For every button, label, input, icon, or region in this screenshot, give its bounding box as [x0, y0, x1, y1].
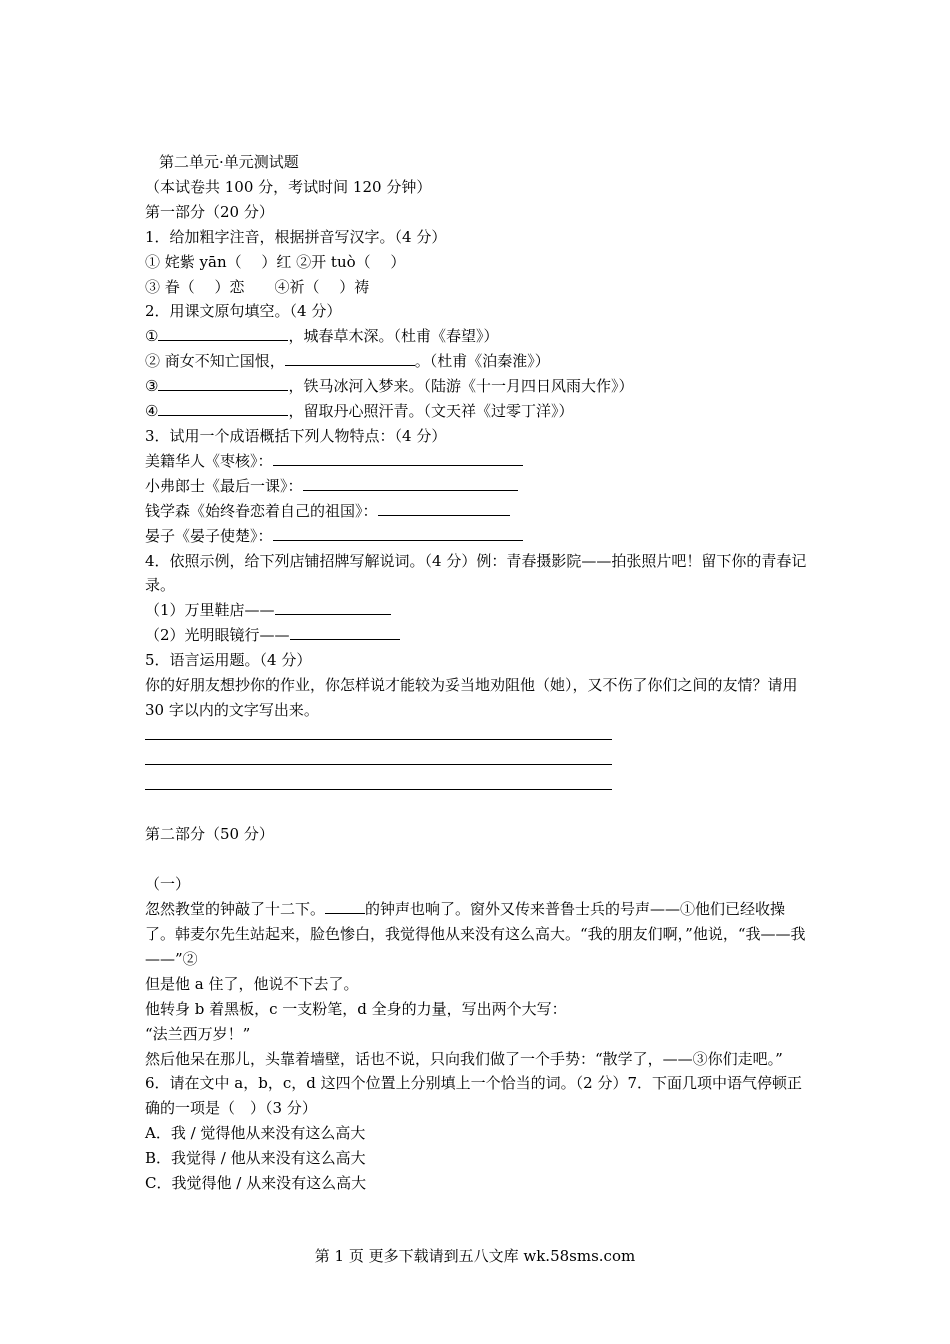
- spacer: [145, 847, 810, 872]
- passage-p1-pre: 忽然教堂的钟敲了十二下。: [145, 900, 326, 919]
- q4-line1-label: （1）万里鞋店——: [145, 601, 275, 620]
- q3-line1: [145, 449, 810, 474]
- q5-answer-line-1[interactable]: [145, 723, 810, 748]
- exam-content: [145, 150, 810, 1196]
- q2-line4: [145, 399, 810, 424]
- q7-option-c: C．我觉得他 / 从来没有这么高大: [145, 1174, 367, 1193]
- q3-stem: 3．试用一个成语概括下列人物特点：（4 分）: [145, 426, 447, 445]
- q3-line2: [145, 474, 810, 499]
- q3-blank2[interactable]: [303, 475, 518, 491]
- q4-blank1[interactable]: [275, 599, 391, 615]
- q2-blank3[interactable]: [158, 375, 288, 391]
- q3-line3-label: 钱学森《始终眷恋着自己的祖国》：: [145, 501, 378, 520]
- q7-option-a: A．我 / 觉得他从来没有这么高大: [145, 1124, 366, 1143]
- q2-blank1[interactable]: [158, 325, 288, 341]
- q4-stem: 4．依照示例，给下列店铺招牌写解说词。（4 分）例：青春摄影院——拍张照片吧！留下你的青春记录。: [145, 551, 807, 595]
- q5-body: 你的好朋友想抄你的作业，你怎样说才能较为妥当地劝阻他（她），又不伤了你们之间的友情？请用 30 字以内的文字写出来。: [145, 676, 798, 719]
- q4-blank2[interactable]: [290, 624, 400, 640]
- q4-line2: [145, 623, 810, 648]
- q2-line4-prefix: ④: [145, 402, 159, 421]
- q3-blank1[interactable]: [273, 450, 523, 466]
- spacer: [145, 798, 810, 823]
- q2-stem: 2．用课文原句填空。（4 分）: [145, 302, 342, 321]
- exam-title: 第二单元·单元测试题: [159, 153, 299, 171]
- q5-answer-line-2[interactable]: [145, 748, 810, 773]
- q4-line1: [145, 598, 810, 623]
- part1-heading: 第一部分（20 分）: [145, 202, 274, 221]
- q2-line1-suffix: ，城春草木深。（杜甫《春望》）: [288, 327, 499, 346]
- q3-line2-label: 小弗郎士《最后一课》：: [145, 476, 303, 495]
- passage-paragraph-5: 然后他呆在那儿，头靠着墙壁，话也不说，只向我们做了一个手势：“散学了，——③你们走吧。”: [145, 1049, 783, 1068]
- q4-line2-label: （2）光明眼镜行——: [145, 626, 290, 645]
- q2-line3: [145, 374, 810, 399]
- passage-section-label: （一）: [145, 875, 191, 894]
- q3-blank3[interactable]: [378, 500, 510, 516]
- q5-stem: 5．语言运用题。（4 分）: [145, 651, 312, 670]
- q5-answer-line-3[interactable]: [145, 773, 810, 798]
- q1-stem: 1．给加粗字注音，根据拼音写汉字。（4 分）: [145, 227, 447, 246]
- passage-p1-post: 的钟声也响了。窗外又传来普鲁士兵的号声——①他们已经收操了。韩麦尔先生站起来，脸色惨白，我觉得他从来没有这么高大。“我的朋友们啊，”他说，“我——我——”②: [145, 900, 806, 968]
- q3-blank4[interactable]: [273, 525, 523, 541]
- q1-row1: ① 姹紫 yān（ ）红 ②开 tuò（ ）: [145, 252, 406, 271]
- exam-note: （本试卷共 100 分，考试时间 120 分钟）: [145, 177, 432, 196]
- q3-line3: [145, 499, 810, 524]
- passage-paragraph-2: 但是他 a 住了，他说不下去了。: [145, 974, 359, 993]
- q3-line4: [145, 524, 810, 549]
- q2-line2: [145, 349, 810, 374]
- q2-line2-suffix: 。（杜甫《泊秦淮》）: [414, 352, 550, 371]
- q2-blank4[interactable]: [158, 400, 288, 416]
- passage-paragraph-4: “法兰西万岁！”: [145, 1024, 251, 1043]
- q2-line3-suffix: ，铁马冰河入梦来。（陆游《十一月四日风雨大作》）: [288, 377, 634, 396]
- q1-row2: ③ 眷（ ）恋 ④祈（ ）祷: [145, 277, 370, 296]
- page-footer: 第 1 页 更多下载请到五八文库 wk.58sms.com: [314, 1247, 636, 1265]
- q2-line3-prefix: ③: [145, 377, 159, 396]
- q2-line1-prefix: ①: [145, 327, 159, 346]
- q3-line4-label: 晏子《晏子使楚》：: [145, 526, 273, 545]
- passage-paragraph-1: [145, 897, 810, 972]
- q7-option-b: B．我觉得 / 他从来没有这么高大: [145, 1149, 366, 1168]
- q2-line1: [145, 324, 810, 349]
- q2-line4-suffix: ，留取丹心照汗青。（文天祥《过零丁洋》）: [288, 402, 574, 421]
- part2-heading: 第二部分（50 分）: [145, 825, 274, 844]
- q2-line2-prefix: ② 商女不知亡国恨，: [145, 352, 285, 371]
- q3-line1-label: 美籍华人《枣核》：: [145, 451, 273, 470]
- passage-blank[interactable]: [325, 898, 365, 914]
- passage-paragraph-3: 他转身 b 着黑板，c 一支粉笔，d 全身的力量，写出两个大写：: [145, 999, 567, 1018]
- q6-q7-stem: 6．请在文中 a，b，c，d 这四个位置上分别填上一个恰当的词。（2 分）7．下面几项中语气停顿正确的一项是（ ）（3 分）: [145, 1074, 802, 1118]
- q2-blank2[interactable]: [285, 350, 415, 366]
